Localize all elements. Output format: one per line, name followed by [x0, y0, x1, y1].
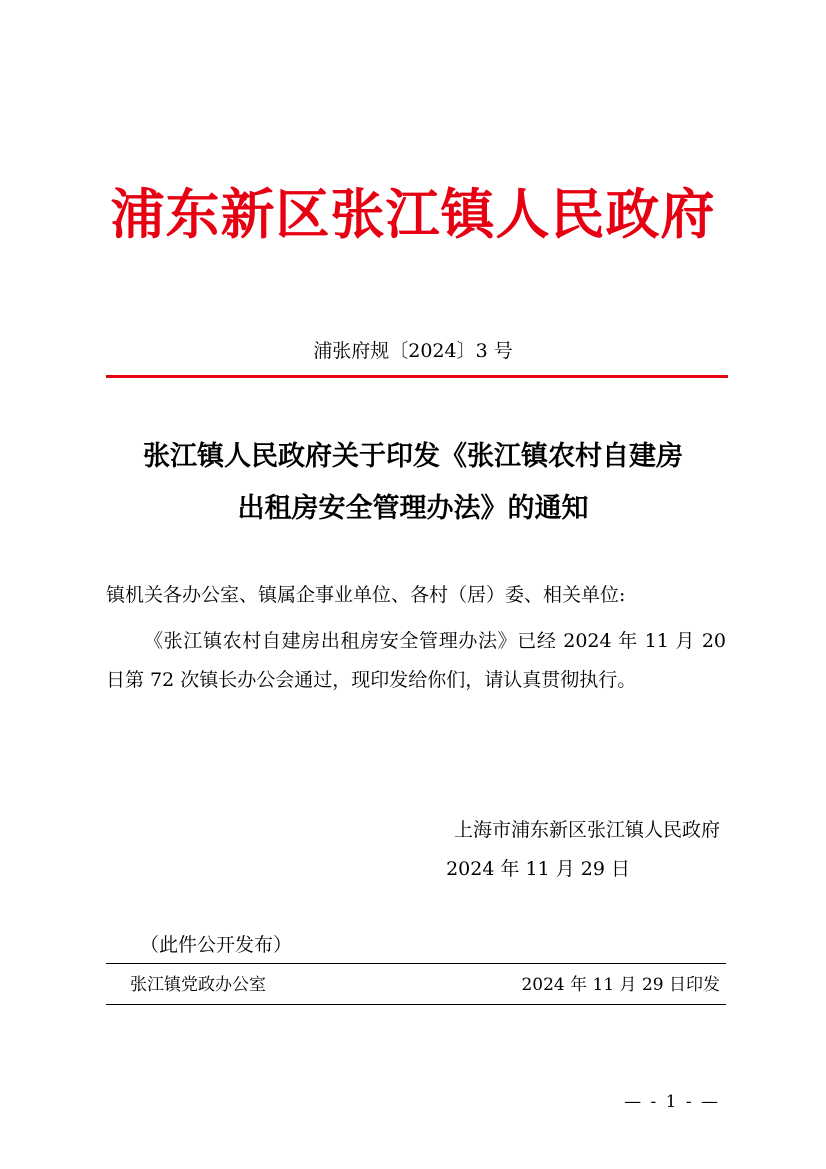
publish-note: （此件公开发布） [140, 934, 293, 956]
red-separator-line [106, 375, 728, 378]
body-paragraph: 《张江镇农村自建房出租房安全管理办法》已经 2024 年 11 月 20 日第 72 次镇长办公会通过，现印发给你们，请认真贯彻执行。 [106, 630, 726, 691]
document-number: 浦张府规〔2024〕3 号 [313, 340, 513, 362]
signature-date: 2024 年 11 月 29 日 [446, 858, 630, 880]
page-number: — - 1 - — [624, 1092, 720, 1112]
issuer-header: 浦东新区张江镇人民政府 [110, 182, 716, 246]
document-title-line-1: 张江镇人民政府关于印发《张江镇农村自建房 [143, 441, 683, 472]
footer-print-date: 2024 年 11 月 29 日印发 [521, 975, 720, 995]
footer-top-rule [106, 963, 726, 964]
footer-bottom-rule [106, 1004, 726, 1005]
document-title-line-2: 出租房安全管理办法》的通知 [237, 493, 589, 524]
footer-issuing-office: 张江镇党政办公室 [130, 975, 266, 995]
addressee: 镇机关各办公室、镇属企事业单位、各村（居）委、相关单位: [106, 584, 626, 606]
signature-organization: 上海市浦东新区张江镇人民政府 [453, 819, 720, 841]
